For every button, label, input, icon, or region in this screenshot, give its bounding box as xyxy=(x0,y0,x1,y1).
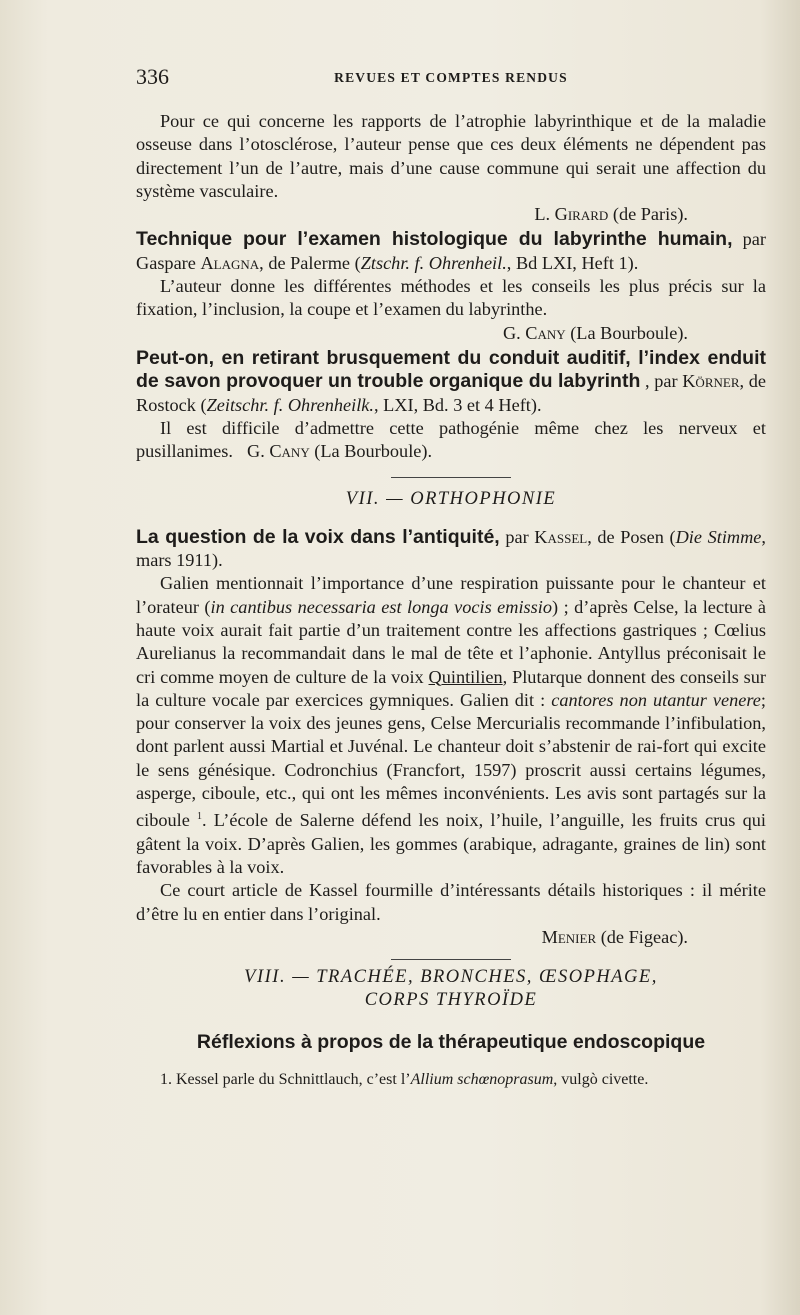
paragraph-atrophie: Pour ce qui concerne les rapports de l’atrophie labyrinthique et de la maladie osseuse dans l’otosclérose, l’auteur pense que ces deux éléments ne dépendent pas directement l’un de l’autre, mais d’une cause commune qui serait une affection du système vasculaire. xyxy=(136,111,766,201)
signature-girard: L. Girard (de Paris). xyxy=(534,204,688,225)
section-divider-1 xyxy=(391,477,511,478)
article-technique-text: L’auteur donne les différentes méthodes et les conseils les plus précis sur la fixation, l’inclusion, la coupe et l’examen du labyrinthe. xyxy=(136,276,766,320)
article-savon-text: Il est difficile d’admettre cette pathogénie même chez les nerveux et pusillanimes. G. Cany (La Bourboule). xyxy=(136,417,766,462)
running-title: REVUES ET COMPTES RENDUS xyxy=(334,70,568,85)
section-divider-2 xyxy=(391,959,511,960)
article-voix-heading: La question de la voix dans l’antiquité, par Kassel, de Posen (Die Stimme, mars 1911). xyxy=(136,525,766,571)
page-number: 336 xyxy=(136,64,169,89)
footnote: 1. Kessel parle du Schnittlauch, c’est l’Allium schœnoprasum, vulgò civette. xyxy=(160,1071,649,1089)
signature-menier: Menier (de Figeac). xyxy=(541,926,688,947)
article-voix-conclusion: Ce court article de Kassel fourmille d’intéressants détails historiques : il mérite d’être lu en entier dans l’original. xyxy=(136,880,766,924)
article-voix-text: Galien mentionnait l’importance d’une respiration puissante pour le chanteur et l’orateur (in cantibus necessaria est longa vocis emissio) ; d’après Celse, la lecture à haute voix aurait fait partie d’un traitement contre les affections gastriques ; Cœlius Aurelianus la recommandait dans le mal de tête et l’aphonie. Antyllus préconisait le cri comme moyen de culture de la voix Quintilien, Plutarque donnent des conseils sur la culture vocale par exercices gymniques. Galien dit : cantores non utantur venere; pour conserver la voix des jeunes gens, Celse Mercurialis recommande l’infibulation, dont parlent aussi Martial et Juvénal. Le chanteur doit s’abstenir de rai-fort qui excite le sens génésique. Codronchius (Francfort, 1597) proscrit aussi certains légumes, asperge, ciboule, etc., qui ont les mêmes inconvénients. Les avis sont partagés sur la ciboule $^1$. L’école de Salerne défend les noix, l’huile, l’anguille, les fruits crus qui gâtent la voix. D’après Galien, les gommes (arabique, adragante, graines de lin) sont favorables à la voix. xyxy=(136,573,767,877)
signature-cany-1: G. Cany (La Bourboule). xyxy=(502,322,688,343)
article-savon-heading: Peut-on, en retirant brusquement du conduit auditif, l’index enduit de savon provoquer un trouble organique du labyrinth , par Körner, de Rostock (Zeitschr. f. Ohrenheilk., LXI, Bd. 3 et 4 Heft). xyxy=(136,346,766,415)
section-heading-trachee: VIII. — TRACHÉE, BRONCHES, ŒSOPHAGE, CORPS THYROÏDE xyxy=(244,967,658,1011)
page-header xyxy=(136,64,766,94)
article-technique-heading: Technique pour l’examen histologique du labyrinthe humain, par Gaspare Alagna, de Palerme (Ztschr. f. Ohrenheil., Bd LXI, Heft 1). xyxy=(136,228,766,273)
article-endoscopique-heading: Réflexions à propos de la thérapeutique endoscopique xyxy=(196,1030,706,1053)
body-text xyxy=(136,110,766,1090)
footnote-marker: 1 xyxy=(197,811,203,823)
section-heading-orthophonie: VII. — ORTHOPHONIE xyxy=(345,489,557,510)
